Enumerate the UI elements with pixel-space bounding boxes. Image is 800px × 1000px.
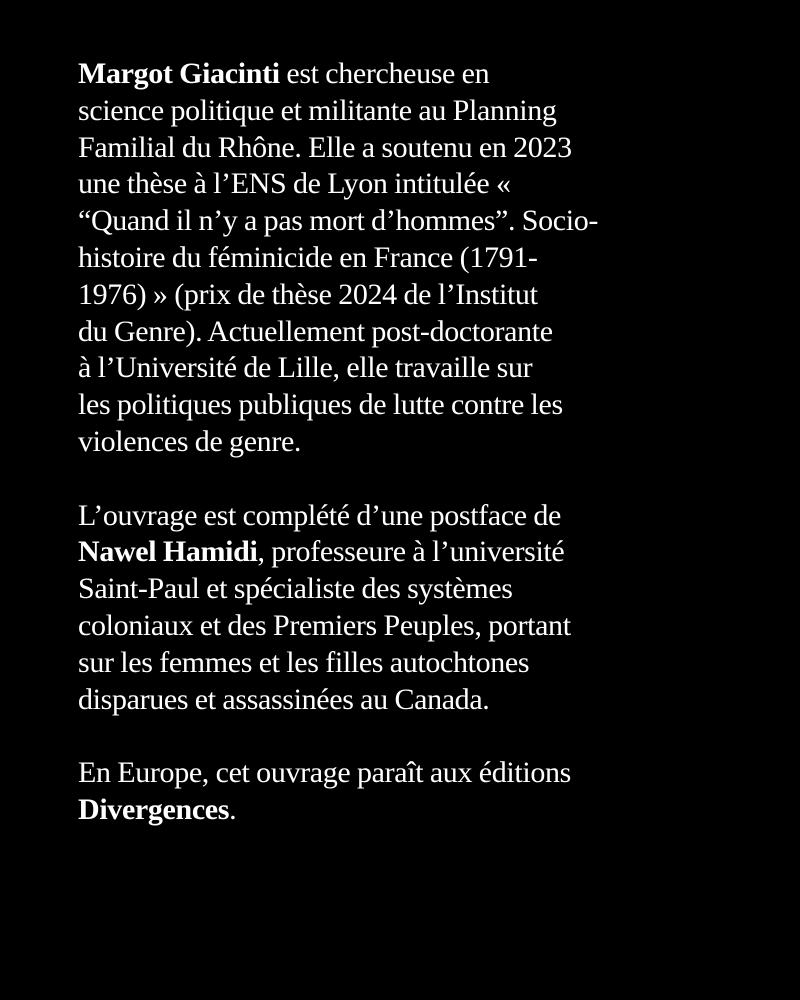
text-line: coloniaux et des Premiers Peuples, portant bbox=[78, 608, 571, 642]
text-line: à l’Université de Lille, elle travaille sur bbox=[78, 351, 533, 385]
text-line: Familial du Rhône. Elle a soutenu en 2023 bbox=[78, 130, 572, 164]
text-line: Divergences. bbox=[78, 792, 237, 826]
text-line: 1976) » (prix de thèse 2024 de l’Institut bbox=[78, 277, 538, 311]
text-line: du Genre). Actuellement post-doctorante bbox=[78, 314, 553, 348]
text-line: L’ouvrage est complété d’une postface de bbox=[78, 498, 562, 532]
back-cover-text bbox=[78, 56, 768, 829]
text-line: histoire du féminicide en France (1791- bbox=[78, 240, 538, 274]
postface-paragraph bbox=[78, 498, 768, 719]
text-line: sur les femmes et les filles autochtones bbox=[78, 645, 530, 679]
text-line: En Europe, cet ouvrage paraît aux éditions bbox=[78, 756, 571, 790]
text-line: Saint-Paul et spécialiste des systèmes bbox=[78, 572, 513, 606]
text-line: violences de genre. bbox=[78, 424, 302, 458]
author-name: Margot Giacinti bbox=[78, 57, 280, 90]
text-line: Margot Giacinti est chercheuse en bbox=[78, 57, 490, 90]
text-line: Nawel Hamidi, professeure à l’université bbox=[78, 535, 565, 569]
publisher-name: Divergences bbox=[78, 792, 230, 826]
publisher-paragraph bbox=[78, 755, 768, 829]
text-line: disparues et assassinées au Canada. bbox=[78, 682, 490, 716]
author-bio-paragraph bbox=[78, 56, 768, 461]
text-line: une thèse à l’ENS de Lyon intitulée « bbox=[78, 167, 511, 201]
text-line: “Quand il n’y a pas mort d’hommes”. Socio- bbox=[78, 204, 599, 238]
text-line: les politiques publiques de lutte contre les bbox=[78, 388, 563, 422]
text-line: science politique et militante au Planning bbox=[78, 93, 557, 127]
postface-author-name: Nawel Hamidi bbox=[78, 535, 258, 569]
